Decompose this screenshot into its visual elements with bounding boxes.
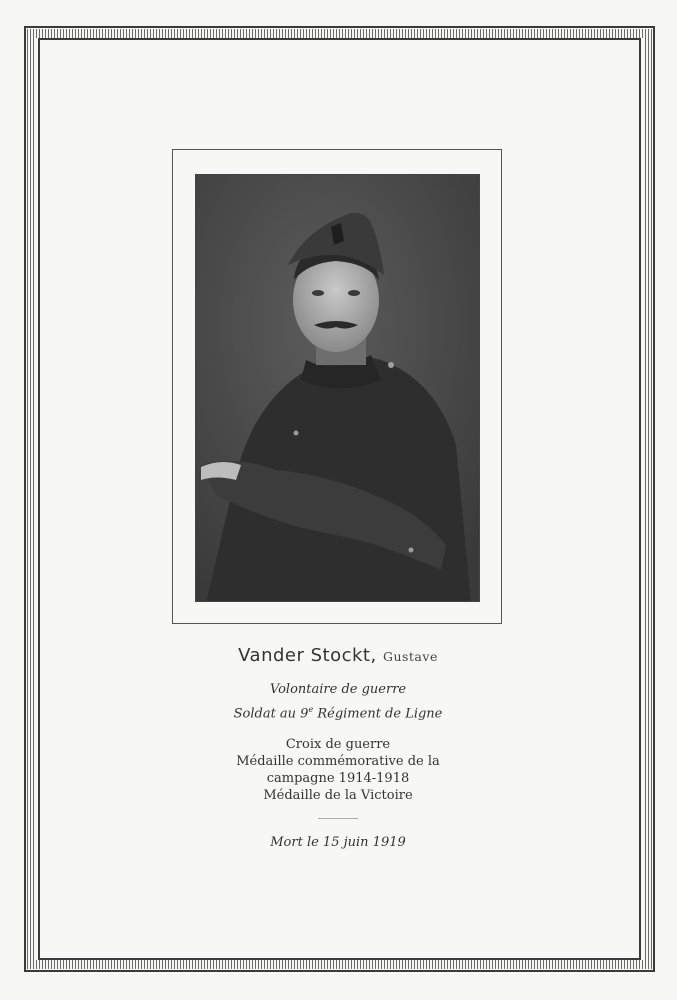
caption-block	[138, 645, 538, 853]
divider	[318, 818, 358, 819]
role-line-1: Volontaire de guerre	[269, 682, 407, 697]
portrait-image	[196, 175, 480, 602]
decoration-item: Médaille de la Victoire	[263, 788, 413, 804]
surname: Vander Stockt,	[238, 645, 377, 666]
given-name: Gustave	[382, 649, 438, 664]
decoration-item: Médaille commémorative de la	[236, 754, 440, 770]
role-line-2-suffix: Régiment de Ligne	[313, 706, 443, 722]
death-date: Mort le 15 juin 1919	[270, 835, 406, 851]
soldier-portrait-photo	[195, 174, 480, 602]
role-line-2	[138, 700, 538, 724]
role-line-2-prefix: Soldat au 9	[233, 706, 309, 722]
decoration-item: Croix de guerre	[285, 737, 391, 753]
name-heading	[138, 645, 538, 666]
role-line-2-superscript: e	[308, 705, 314, 714]
decoration-item: campagne 1914-1918	[266, 771, 410, 787]
